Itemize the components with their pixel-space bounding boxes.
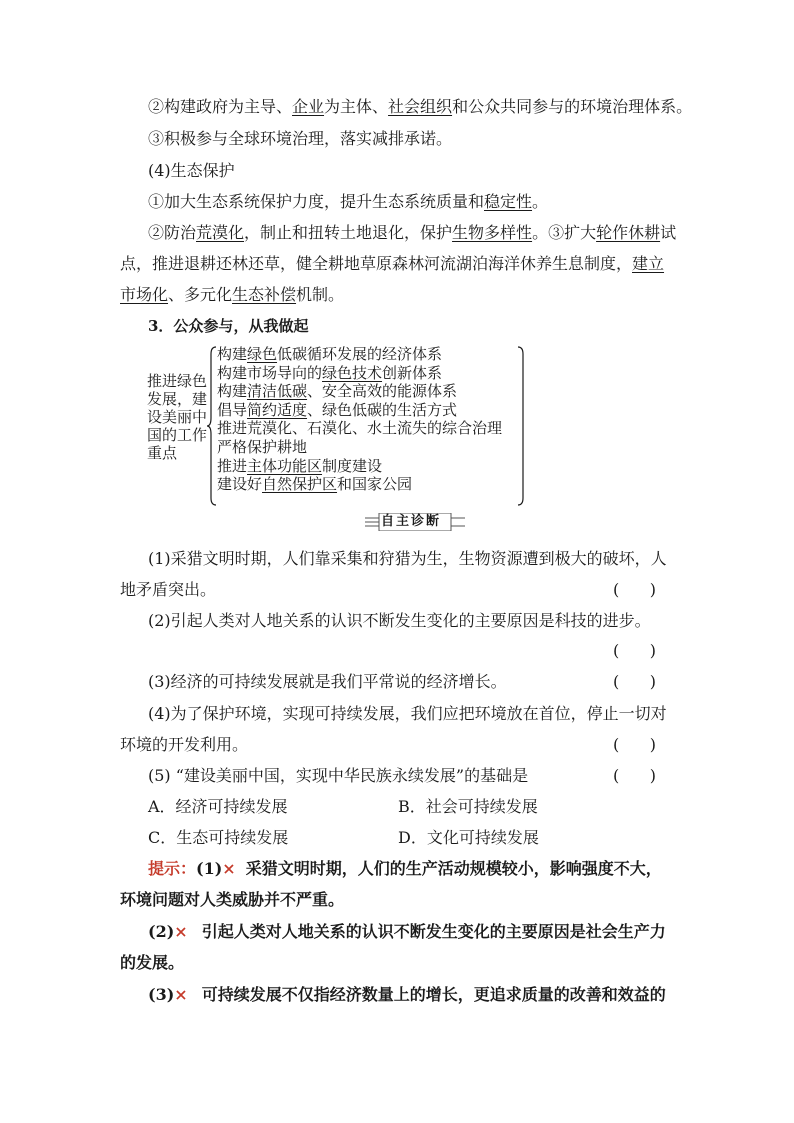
option-d[interactable]: D．文化可持续发展 — [398, 828, 539, 847]
ecology-item-2-cont2: 市场化、多元化生态补偿机制。 — [120, 285, 345, 304]
governance-item-2: ②构建政府为主导、企业为主体、社会组织和公众共同参与的环境治理体系。 — [148, 97, 693, 116]
diagram-left-label: 推进绿色发展，建设美丽中国的工作重点 — [147, 372, 208, 462]
right-bracket-icon — [517, 346, 525, 506]
option-c[interactable]: C．生态可持续发展 — [148, 828, 289, 847]
diagram-item: 推进荒漠化、石漠化、水土流失的综合治理 — [217, 419, 503, 438]
ecology-item-2: ②防治荒漠化，制止和扭转土地退化，保护生物多样性。③扩大轮作休耕试 — [148, 223, 677, 242]
answer-blank[interactable]: ( ) — [613, 641, 656, 660]
wrong-mark-icon: × — [174, 985, 188, 1004]
ecology-heading: (4)生态保护 — [148, 161, 235, 180]
left-brace-icon — [207, 346, 217, 506]
wrong-mark-icon: × — [222, 859, 236, 878]
question-5: (5) “建设美丽中国，实现中华民族永续发展”的基础是 — [148, 766, 529, 785]
hint-1-line-1: 提示：(1)× 采猎文明时期，人们的生产活动规模较小，影响强度不大， — [148, 859, 662, 878]
hint-label: 提示： — [148, 859, 197, 878]
ecology-item-1: ①加大生态系统保护力度，提升生态系统质量和稳定性。 — [148, 192, 549, 211]
diagram-item: 构建市场导向的绿色技术创新体系 — [217, 363, 443, 382]
diagram-item: 推进主体功能区制度建设 — [217, 456, 383, 475]
answer-blank[interactable]: ( ) — [613, 672, 656, 691]
governance-item-3: ③积极参与全球环境治理，落实减排承诺。 — [148, 129, 453, 148]
hint-3-line-1: (3)× 可持续发展不仅指经济数量上的增长，更追求质量的改善和效益的 — [148, 985, 666, 1004]
wrong-mark-icon: × — [174, 922, 188, 941]
question-4-line-1: (4)为了保护环境，实现可持续发展，我们应把环境放在首位，停止一切对 — [148, 704, 667, 723]
hint-2-line-1: (2)× 引起人类对人地关系的认识不断发生变化的主要原因是社会生产力 — [148, 922, 666, 941]
question-2-line-1: (2)引起人类对人地关系的认识不断发生变化的主要原因是科技的进步。 — [148, 611, 651, 630]
diagram-item: 倡导简约适度、绿色低碳的生活方式 — [217, 400, 458, 419]
diagram-item: 严格保护耕地 — [217, 437, 308, 456]
question-1-line-2: 地矛盾突出。 — [120, 580, 217, 599]
self-diagnosis-title: 自主诊断 — [381, 514, 442, 529]
diagram-item: 建设好自然保护区和国家公园 — [217, 475, 413, 494]
diagram-item: 构建绿色低碳循环发展的经济体系 — [217, 345, 443, 363]
question-3: (3)经济的可持续发展就是我们平常说的经济增长。 — [148, 672, 507, 691]
question-4-line-2: 环境的开发利用。 — [120, 735, 249, 754]
section-3-title: 3．公众参与，从我做起 — [148, 317, 309, 335]
ecology-item-2-cont: 点，推进退耕还林还草，健全耕地草原森林河流湖泊海洋休养生息制度，建立 — [120, 254, 665, 273]
option-a[interactable]: A．经济可持续发展 — [148, 797, 288, 816]
diagram-items — [217, 345, 502, 494]
hint-1-line-2: 环境问题对人类威胁并不严重。 — [120, 890, 345, 909]
question-1-line-1: (1)采猎文明时期，人们靠采集和狩猎为生，生物资源遭到极大的破坏，人 — [148, 549, 667, 568]
answer-blank[interactable]: ( ) — [613, 766, 656, 785]
answer-blank[interactable]: ( ) — [613, 580, 656, 599]
option-b[interactable]: B．社会可持续发展 — [398, 797, 538, 816]
hint-2-line-2: 的发展。 — [120, 953, 185, 972]
diagram-item: 构建清洁低碳、安全高效的能源体系 — [217, 382, 458, 401]
answer-blank[interactable]: ( ) — [613, 735, 656, 754]
